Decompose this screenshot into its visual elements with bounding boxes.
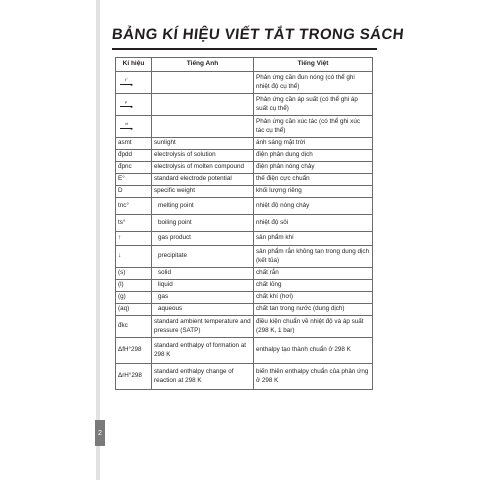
table-row: [116, 232, 373, 246]
table-row: [116, 364, 373, 390]
table-row: [116, 162, 373, 174]
cell-symbol: ΔrH°298: [116, 364, 152, 390]
cell-vietnamese: điện phân dung dịch: [254, 150, 373, 162]
cell-vietnamese: biến thiên enthalpy chuẩn của phản ứng ở 298 K: [254, 364, 373, 390]
table-row: [116, 116, 373, 138]
table-row: [116, 316, 373, 338]
cell-english: [152, 116, 254, 138]
cell-symbol: E°: [116, 174, 152, 186]
arrow-pressure-symbol: p ►: [116, 94, 152, 116]
cell-english: melting point: [152, 198, 254, 215]
table-row: [116, 292, 373, 304]
cell-vietnamese: sản phẩm khí: [254, 232, 373, 246]
cell-vietnamese: Phản ứng cần áp suất (có thể ghi áp suất cụ thể): [254, 94, 373, 116]
cell-english: aqueous: [152, 304, 254, 316]
table-row: [116, 186, 373, 198]
table-row: [116, 138, 373, 150]
cell-symbol: đpdd: [116, 150, 152, 162]
table-row: [116, 174, 373, 186]
cell-english: electrolysis of molten compound: [152, 162, 254, 174]
cell-english: solid: [152, 268, 254, 280]
header-vietnamese: Tiếng Việt: [254, 58, 373, 72]
cell-vietnamese: nhiệt độ sôi: [254, 215, 373, 232]
page-gutter: [96, 0, 100, 480]
cell-vietnamese: chất lỏng: [254, 280, 373, 292]
cell-english: standard ambient temperature and pressure (SATP): [152, 316, 254, 338]
cell-english: standard enthalpy change of reaction at 298 K: [152, 364, 254, 390]
cell-vietnamese: enthalpy tạo thành chuẩn ở 298 K: [254, 338, 373, 364]
arrow-catalyst-symbol: xt ►: [116, 116, 152, 138]
cell-vietnamese: điều kiện chuẩn về nhiệt độ và áp suất (298 K, 1 bar): [254, 316, 373, 338]
header-english: Tiếng Anh: [152, 58, 254, 72]
cell-vietnamese: nhiệt độ nóng chảy: [254, 198, 373, 215]
cell-symbol: ↓: [116, 246, 152, 268]
table-row: [116, 268, 373, 280]
cell-english: specific weight: [152, 186, 254, 198]
abbreviation-table: [115, 57, 373, 390]
table-row: [116, 304, 373, 316]
cell-vietnamese: ánh sáng mặt trời: [254, 138, 373, 150]
arrow-label: xt: [125, 121, 128, 126]
cell-english: precipitate: [152, 246, 254, 268]
title-underline: [112, 48, 377, 50]
cell-symbol: (g): [116, 292, 152, 304]
cell-symbol: D: [116, 186, 152, 198]
table-row: [116, 280, 373, 292]
cell-symbol: ΔfH°298: [116, 338, 152, 364]
cell-english: gas product: [152, 232, 254, 246]
cell-symbol: tnc°: [116, 198, 152, 215]
arrow-label: t°: [125, 77, 128, 82]
cell-english: [152, 94, 254, 116]
cell-vietnamese: chất tan trong nước (dung dịch): [254, 304, 373, 316]
table-row: [116, 215, 373, 232]
cell-symbol: asmt: [116, 138, 152, 150]
cell-english: [152, 72, 254, 94]
cell-english: gas: [152, 292, 254, 304]
cell-english: boiling point: [152, 215, 254, 232]
table-row: [116, 72, 373, 94]
arrow-heat-symbol: t° ►: [116, 72, 152, 94]
table-row: [116, 150, 373, 162]
page-title: BẢNG KÍ HIỆU VIẾT TẮT TRONG SÁCH: [111, 26, 405, 43]
header-symbol: Kí hiệu: [116, 58, 152, 72]
cell-vietnamese: khối lượng riêng: [254, 186, 373, 198]
cell-vietnamese: Phản ứng cần đun nóng (có thể ghi nhiệt độ cụ thể): [254, 72, 373, 94]
table-row: [116, 198, 373, 215]
cell-english: standard enthalpy of formation at 298 K: [152, 338, 254, 364]
cell-english: electrolysis of solution: [152, 150, 254, 162]
cell-english: liquid: [152, 280, 254, 292]
table-row: [116, 338, 373, 364]
cell-vietnamese: sản phẩm rắn không tan trong dung dịch (kết tủa): [254, 246, 373, 268]
cell-symbol: đpnc: [116, 162, 152, 174]
cell-vietnamese: điện phân nóng chảy: [254, 162, 373, 174]
arrow-label: p: [125, 99, 127, 104]
cell-vietnamese: chất khí (hơi): [254, 292, 373, 304]
cell-symbol: (l): [116, 280, 152, 292]
page-number: 2: [95, 420, 105, 446]
cell-symbol: (s): [116, 268, 152, 280]
cell-vietnamese: thế điện cực chuẩn: [254, 174, 373, 186]
cell-english: sunlight: [152, 138, 254, 150]
cell-symbol: ts°: [116, 215, 152, 232]
table-row: [116, 94, 373, 116]
cell-vietnamese: chất rắn: [254, 268, 373, 280]
cell-symbol: đkc: [116, 316, 152, 338]
cell-english: standard electrode potential: [152, 174, 254, 186]
table-header-row: [116, 58, 373, 72]
cell-symbol: ↑: [116, 232, 152, 246]
table-row: [116, 246, 373, 268]
cell-symbol: (aq): [116, 304, 152, 316]
cell-vietnamese: Phản ứng cần xúc tác (có thể ghi xúc tác cụ thể): [254, 116, 373, 138]
